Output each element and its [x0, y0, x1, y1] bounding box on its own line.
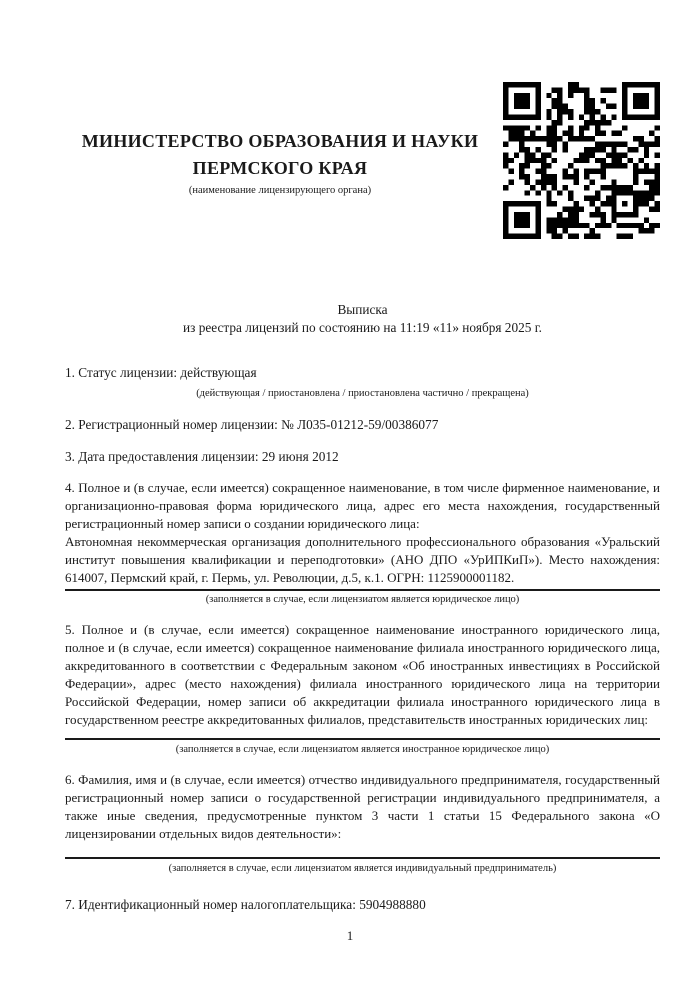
item-5-question: 5. Полное и (в случае, если имеется) сокращенное наименование иностранного юридического лица, полное и (в случае, если имеется) сокращенное наименование филиала иностранного юридического лица, аккредитованного в соответствии с Федеральным законом «Об иностранных инвестициях в Российской Федерации», адрес (место нахождения) филиала иностранного юридического лица на территории Российской Федерации, номер записи об аккредитации филиала иностранного юридического лица в государственном реестре аккредитованных филиалов, представительств иностранных юридических лиц: — [65, 622, 660, 727]
document-title-block — [65, 301, 660, 337]
document-header — [63, 128, 497, 196]
item-2-registration-number: 2. Регистрационный номер лицензии: № Л035-01212-59/00386077 — [65, 417, 439, 432]
item-6-question: 6. Фамилия, имя и (в случае, если имеется) отчество индивидуального предпринимателя, государственный регистрационный номер записи о государственной регистрации индивидуального предпринимателя, а также иные сведения, предусмотренные пунктом 3 части 1 статьи 15 Федерального закона «О лицензировании отдельных видов деятельности»: — [65, 772, 660, 841]
item-6-blank-field-line — [65, 857, 660, 859]
qr-code — [503, 82, 660, 239]
item-5-blank-field-line — [65, 738, 660, 740]
item-4-question: 4. Полное и (в случае, если имеется) сокращенное наименование, в том числе фирменное наименование, и организационно-правовая форма юридического лица, адрес его места нахождения, государственный регистрационный номер записи о создании юридического лица: — [65, 480, 660, 531]
item-1-caption: (действующая / приостановлена / приостановлена частично / прекращена) — [196, 388, 529, 399]
item-1-status: 1. Статус лицензии: действующая — [65, 365, 257, 380]
document-title: Выписка — [337, 302, 388, 317]
page-number: 1 — [346, 928, 354, 943]
item-6-block — [65, 771, 660, 875]
ministry-name-line2: ПЕРМСКОГО КРАЯ — [192, 158, 368, 178]
item-4-answer: Автономная некоммерческая организация дополнительного профессионального образования «Уральский институт повышения квалификации и переподготовки» (АНО ДПО «УрИПКиП»). Место нахождения: 614007, Пермский край, г. Пермь, ул. Революции, д.5, к.1. ОГРН: 1125900001182. — [65, 533, 660, 591]
ministry-caption: (наименование лицензирующего органа) — [188, 185, 372, 196]
item-4-block — [65, 479, 660, 606]
ministry-name-line1: МИНИСТЕРСТВО ОБРАЗОВАНИЯ И НАУКИ — [81, 131, 479, 151]
item-3-license-date: 3. Дата предоставления лицензии: 29 июня 2012 — [65, 449, 339, 464]
item-7-taxpayer-number: 7. Идентификационный номер налогоплательщика: 5904988880 — [65, 897, 426, 912]
item-4-caption: (заполняется в случае, если лицензиатом является юридическое лицо) — [205, 594, 520, 605]
item-6-caption: (заполняется в случае, если лицензиатом является индивидуальный предприниматель) — [168, 863, 557, 874]
item-5-block — [65, 621, 660, 756]
document-subtitle: из реестра лицензий по состоянию на 11:19 «11» ноября 2025 г. — [183, 320, 542, 335]
item-5-caption: (заполняется в случае, если лицензиатом является иностранное юридическое лицо) — [175, 744, 550, 755]
